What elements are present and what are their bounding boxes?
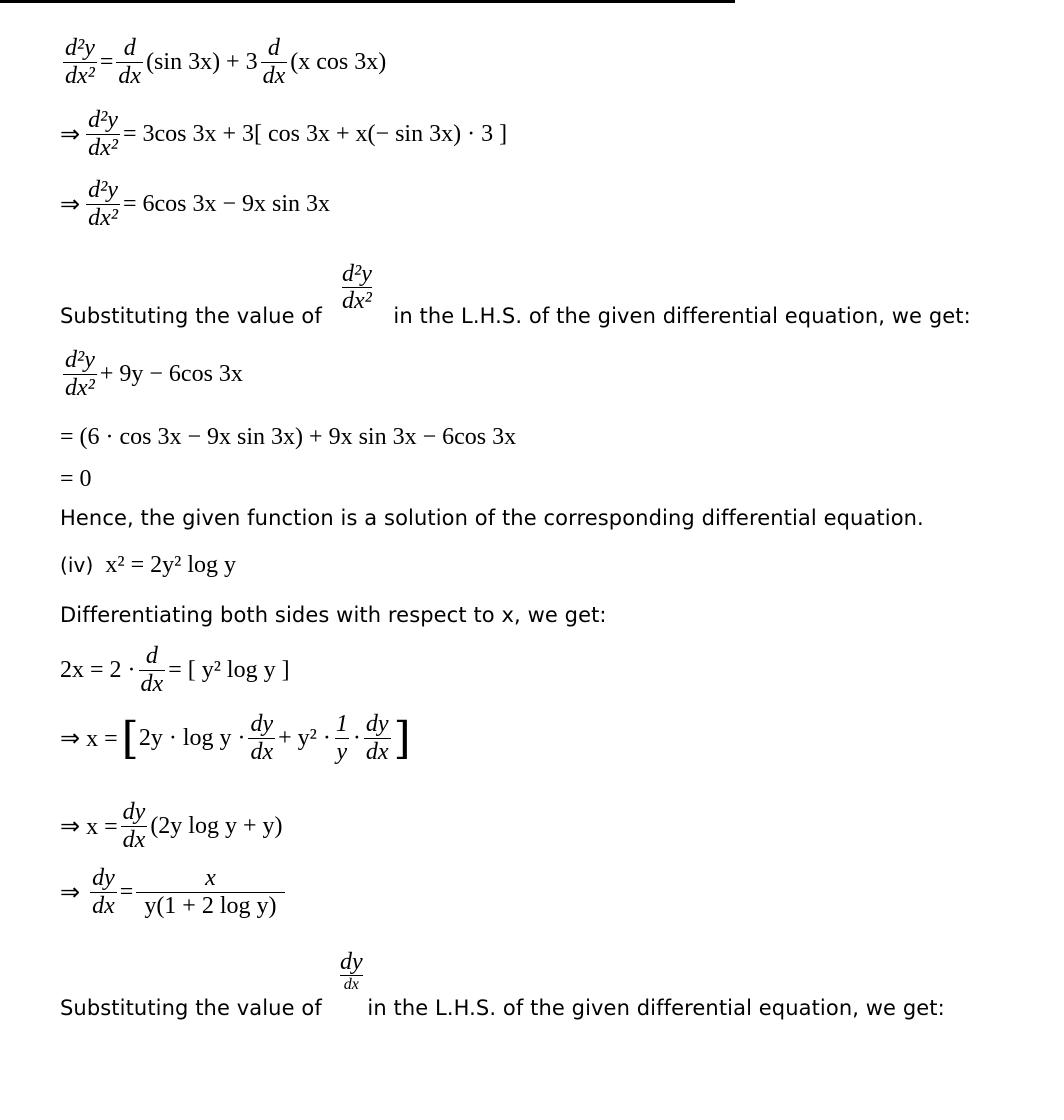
equals-sign: = bbox=[119, 879, 134, 906]
equation-term: 2y · log y · bbox=[138, 725, 246, 752]
equation-step-2 bbox=[60, 178, 330, 231]
equation-rhs: + 9y − 6cos 3x bbox=[99, 361, 243, 388]
equation-second-derivative bbox=[60, 36, 386, 89]
text-before: Substituting the value of bbox=[60, 996, 322, 1020]
equation-lhs: 2x = 2 · bbox=[60, 657, 136, 684]
fraction-denominator: dx² bbox=[65, 375, 95, 402]
text-after: in the L.H.S. of the given differential equation, we get: bbox=[393, 304, 971, 328]
fraction-denominator: dx bbox=[140, 671, 164, 698]
implies-arrow: ⇒ bbox=[60, 122, 81, 149]
paragraph-conclusion: Hence, the given function is a solution of the corresponding differential equation. bbox=[60, 506, 924, 530]
fraction-denominator: dx bbox=[365, 739, 389, 766]
fraction-numerator: dy bbox=[340, 949, 363, 975]
equation-expanded: = (6 · cos 3x − 9x sin 3x) + 9x sin 3x − 6cos 3x bbox=[60, 424, 517, 450]
fraction-numerator: d²y bbox=[65, 35, 95, 61]
fraction-numerator: dy bbox=[250, 711, 274, 737]
fraction-numerator: d bbox=[123, 35, 136, 61]
fraction-denominator: y bbox=[336, 739, 348, 766]
fraction-denominator: dx bbox=[118, 63, 142, 90]
part-label: (iv) bbox=[60, 553, 94, 577]
fraction-denominator: dx bbox=[122, 827, 146, 854]
part-equation: x² = 2y² log y bbox=[105, 552, 236, 578]
equation-term: · bbox=[352, 725, 361, 752]
fraction-numerator: d²y bbox=[88, 177, 118, 203]
fraction-numerator: d²y bbox=[88, 107, 118, 133]
fraction-numerator: d²y bbox=[342, 261, 372, 287]
fraction-numerator: dy bbox=[365, 711, 389, 737]
fraction-numerator: dy bbox=[92, 865, 115, 891]
implies-x: ⇒ x = bbox=[60, 814, 118, 841]
fraction-numerator: 1 bbox=[335, 711, 348, 737]
fraction-denominator: dx bbox=[250, 739, 274, 766]
paragraph-substitute-1 bbox=[60, 304, 971, 328]
text-after: in the L.H.S. of the given differential equation, we get: bbox=[367, 996, 945, 1020]
implies-arrow: ⇒ bbox=[60, 192, 81, 219]
equation-differentiate bbox=[60, 644, 290, 697]
equation-term: (sin 3x) + 3 bbox=[146, 49, 258, 76]
bracket-close: ] bbox=[393, 712, 411, 764]
part-iv bbox=[60, 552, 236, 579]
equation-result: = 0 bbox=[60, 466, 92, 492]
fraction-denominator: dx² bbox=[65, 63, 95, 90]
equation-lhs bbox=[60, 348, 243, 401]
fraction-denominator: dx² bbox=[342, 288, 372, 315]
text-before: Substituting the value of bbox=[60, 304, 322, 328]
equation-product-rule bbox=[60, 712, 411, 765]
fraction-denominator: dx² bbox=[88, 205, 118, 232]
fraction-denominator: dx bbox=[340, 975, 363, 994]
paragraph-substitute-2 bbox=[60, 996, 945, 1020]
paragraph-differentiate: Differentiating both sides with respect to x, we get: bbox=[60, 603, 607, 627]
equation-rhs: = 3cos 3x + 3[ cos 3x + x(− sin 3x) · 3 ] bbox=[122, 121, 508, 148]
fraction-numerator: d bbox=[267, 35, 280, 61]
equation-step-1 bbox=[60, 108, 507, 161]
fraction-denominator: y(1 + 2 log y) bbox=[136, 892, 284, 919]
equation-rhs: = [ y² log y ] bbox=[168, 657, 290, 684]
equation-term: (x cos 3x) bbox=[290, 49, 387, 76]
equation-dy-dx bbox=[60, 866, 288, 919]
fraction-denominator: dx bbox=[262, 63, 286, 90]
fraction-denominator: dx bbox=[92, 893, 115, 920]
fraction-denominator: dx² bbox=[88, 135, 118, 162]
bracket-open: [ bbox=[121, 712, 139, 764]
implies-x: ⇒ x = bbox=[60, 726, 118, 753]
implies-arrow: ⇒ bbox=[60, 880, 81, 907]
equation-rhs: (2y log y + y) bbox=[150, 813, 283, 840]
equation-factor bbox=[60, 800, 283, 853]
fraction-numerator: x bbox=[205, 865, 216, 891]
inline-fraction bbox=[340, 950, 363, 994]
equation-rhs: = 6cos 3x − 9x sin 3x bbox=[122, 191, 331, 218]
fraction-numerator: dy bbox=[122, 799, 146, 825]
top-rule bbox=[0, 0, 735, 3]
equals-sign: = bbox=[99, 49, 114, 76]
fraction-numerator: d²y bbox=[65, 347, 95, 373]
fraction-numerator: d bbox=[145, 643, 158, 669]
equation-term: + y² · bbox=[278, 725, 331, 752]
